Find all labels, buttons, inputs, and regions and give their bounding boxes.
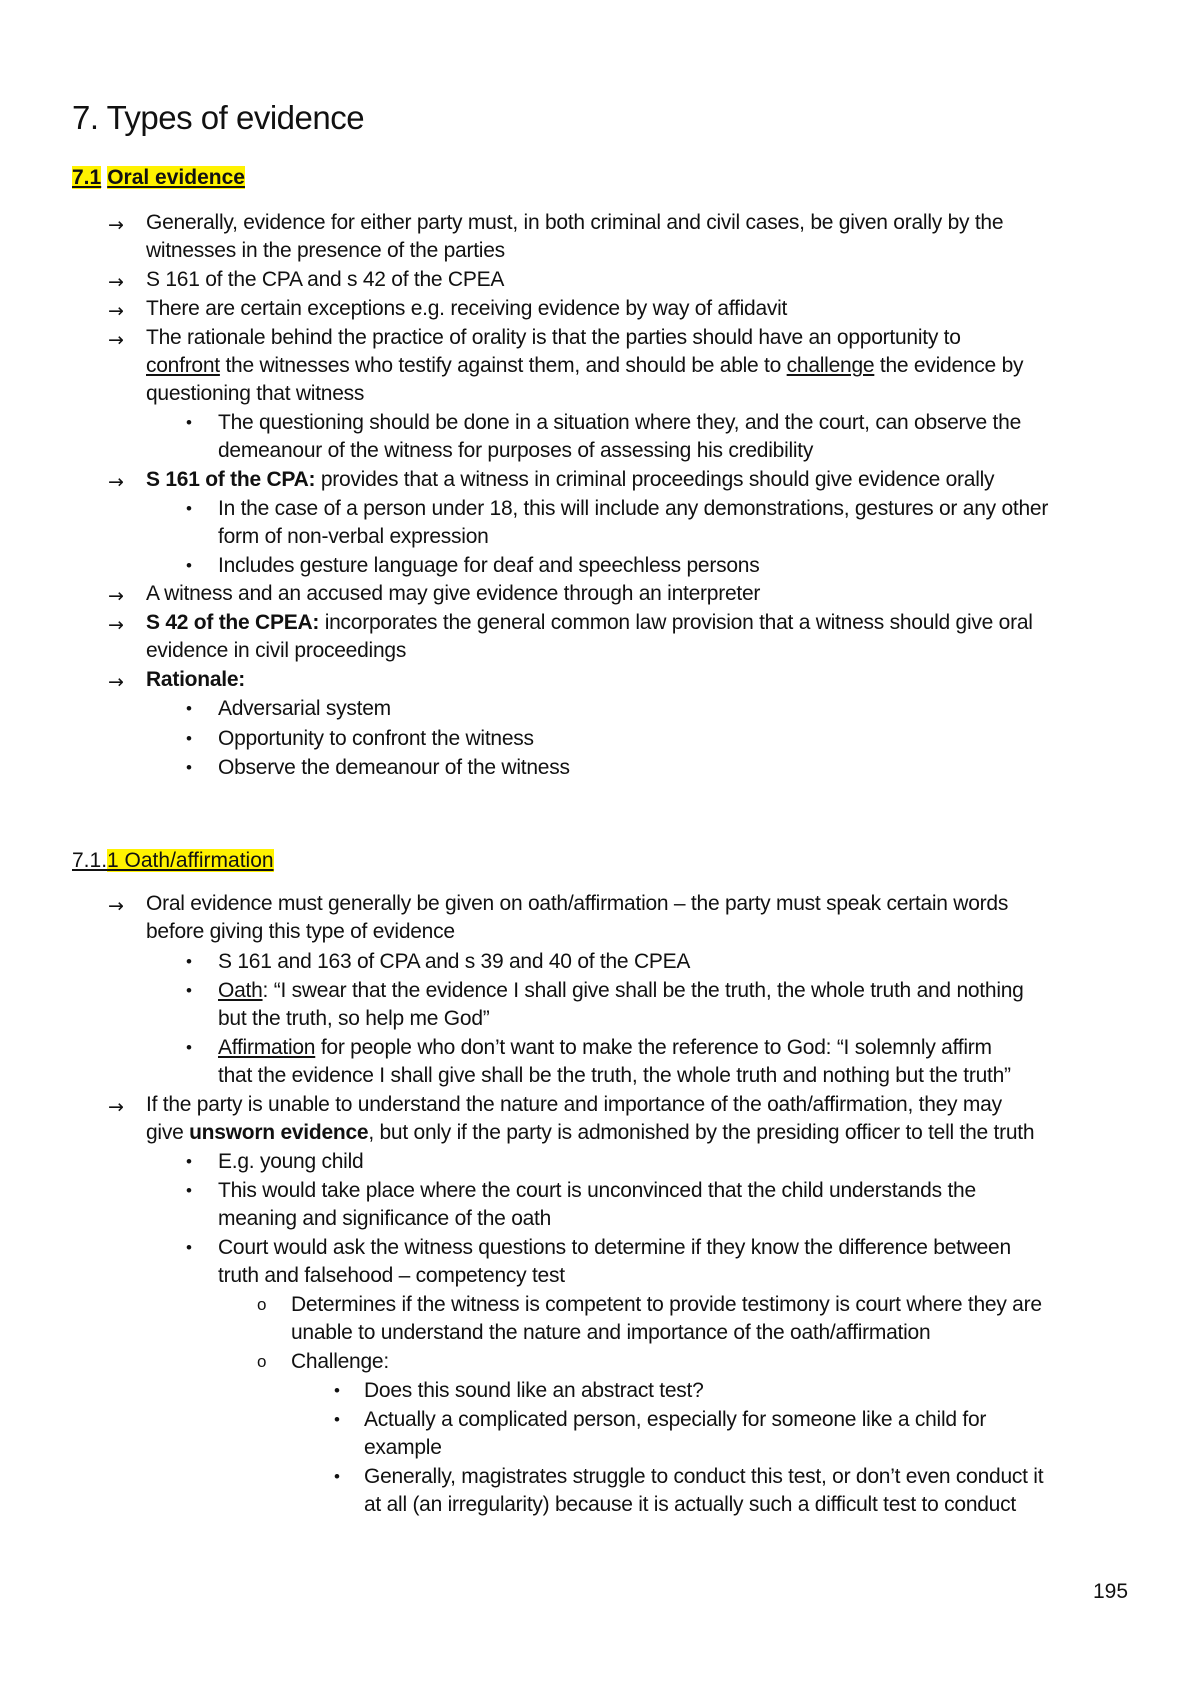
arrow-marker: → — [108, 271, 124, 293]
sub-sub-list-item-cont: unable to understand the nature and importance of the oath/affirmation — [291, 1321, 931, 1344]
sub-list-item: Adversarial system — [218, 697, 391, 720]
sub-sub-list-item: Challenge: — [291, 1350, 389, 1373]
sub-list-item: S 161 and 163 of CPA and s 39 and 40 of the CPEA — [218, 950, 691, 973]
list-item-cont: before giving this type of evidence — [146, 920, 455, 943]
list-item-cont: questioning that witness — [146, 382, 365, 405]
list-item — [146, 466, 994, 494]
level4-list-item-cont: example — [364, 1436, 442, 1459]
text-run: incorporates the general common law provision that a witness should give oral — [319, 611, 1033, 634]
list-item: The rationale behind the practice of orality is that the parties should have an opportunity to — [146, 326, 961, 349]
text-run: give — [146, 1121, 190, 1144]
list-item: Rationale: — [146, 668, 246, 691]
underlined-term: confront — [146, 354, 220, 377]
bullet-marker: • — [186, 758, 192, 777]
sub-list-item: Observe the demeanour of the witness — [218, 756, 570, 779]
bullet-marker: • — [334, 1381, 340, 1400]
underlined-term: Affirmation — [218, 1036, 316, 1059]
sub-list-item-cont: that the evidence I shall give shall be the truth, the whole truth and nothing but the truth” — [218, 1064, 1011, 1087]
arrow-marker: → — [108, 329, 124, 351]
sub-list-item-cont: form of non-verbal expression — [218, 525, 489, 548]
text-run: : “I swear that the evidence I shall give shall be the truth, the whole truth and nothing — [262, 979, 1024, 1002]
sub-list-item: This would take place where the court is unconvinced that the child understands the — [218, 1179, 976, 1202]
underlined-term: Oath — [218, 979, 263, 1002]
list-item-cont — [146, 352, 1023, 380]
arrow-marker: → — [108, 214, 124, 236]
arrow-marker: → — [108, 300, 124, 322]
bullet-marker: • — [186, 1238, 192, 1257]
bullet-marker: • — [334, 1467, 340, 1486]
circle-marker: o — [257, 1352, 267, 1371]
level4-list-item: Does this sound like an abstract test? — [364, 1379, 704, 1402]
page-number: 195 — [1093, 1580, 1129, 1603]
sub-list-item: In the case of a person under 18, this will include any demonstrations, gestures or any other — [218, 497, 1049, 520]
section-title: Oral evidence — [107, 166, 245, 189]
section-number: 7.1 — [72, 166, 102, 189]
circle-marker: o — [257, 1295, 267, 1314]
list-item: Generally, evidence for either party must, in both criminal and civil cases, be given orally by the — [146, 211, 1004, 234]
arrow-marker: → — [108, 614, 124, 636]
list-item: A witness and an accused may give evidence through an interpreter — [146, 582, 761, 605]
section-title: 1 Oath/affirmation — [107, 849, 274, 872]
level4-list-item: Generally, magistrates struggle to conduct this test, or don’t even conduct it — [364, 1465, 1044, 1488]
bullet-marker: • — [186, 499, 192, 518]
section-number: 7.1. — [72, 849, 108, 872]
sub-list-item — [218, 977, 1024, 1005]
bullet-marker: • — [186, 1152, 192, 1171]
bullet-marker: • — [186, 556, 192, 575]
list-item-cont — [146, 1119, 1034, 1147]
bullet-marker: • — [186, 1181, 192, 1200]
sub-list-item-cont: demeanour of the witness for purposes of assessing his credibility — [218, 439, 814, 462]
bold-term: unsworn evidence — [189, 1121, 369, 1144]
level4-list-item: Actually a complicated person, especially for someone like a child for — [364, 1408, 987, 1431]
text-run: , but only if the party is admonished by the presiding officer to tell the truth — [368, 1121, 1035, 1144]
bullet-marker: • — [186, 1038, 192, 1057]
sub-list-item-cont: meaning and significance of the oath — [218, 1207, 552, 1230]
section-heading-oral-evidence — [72, 164, 245, 192]
sub-list-item: Includes gesture language for deaf and speechless persons — [218, 554, 760, 577]
bold-term: S 42 of the CPEA: — [146, 611, 320, 634]
text-run: for people who don’t want to make the reference to God: “I solemnly affirm — [315, 1036, 992, 1059]
list-item: If the party is unable to understand the nature and importance of the oath/affirmation, they may — [146, 1093, 1002, 1116]
arrow-marker: → — [108, 1096, 124, 1118]
sub-list-item-cont: but the truth, so help me God” — [218, 1007, 490, 1030]
list-item: Oral evidence must generally be given on oath/affirmation – the party must speak certain words — [146, 892, 1009, 915]
sub-list-item-cont: truth and falsehood – competency test — [218, 1264, 565, 1287]
arrow-marker: → — [108, 895, 124, 917]
sub-list-item: E.g. young child — [218, 1150, 364, 1173]
level4-list-item-cont: at all (an irregularity) because it is actually such a difficult test to conduct — [364, 1493, 1016, 1516]
bullet-marker: • — [334, 1410, 340, 1429]
bullet-marker: • — [186, 699, 192, 718]
bullet-marker: • — [186, 981, 192, 1000]
list-item — [146, 609, 1033, 637]
sub-list-item — [218, 1034, 992, 1062]
list-item-cont: witnesses in the presence of the parties — [146, 239, 505, 262]
sub-list-item: Court would ask the witness questions to determine if they know the difference between — [218, 1236, 1011, 1259]
page-title: 7. Types of evidence — [72, 99, 365, 136]
arrow-marker: → — [108, 671, 124, 693]
sub-list-item: The questioning should be done in a situation where they, and the court, can observe the — [218, 411, 1021, 434]
bold-term: S 161 of the CPA: — [146, 468, 316, 491]
bullet-marker: • — [186, 729, 192, 748]
bullet-marker: • — [186, 413, 192, 432]
list-item: There are certain exceptions e.g. receiving evidence by way of affidavit — [146, 297, 788, 320]
sub-sub-list-item: Determines if the witness is competent to provide testimony is court where they are — [291, 1293, 1042, 1316]
list-item: S 161 of the CPA and s 42 of the CPEA — [146, 268, 505, 291]
arrow-marker: → — [108, 471, 124, 493]
text-run: the witnesses who testify against them, and should be able to — [219, 354, 787, 377]
bullet-marker: • — [186, 952, 192, 971]
list-item-cont: evidence in civil proceedings — [146, 639, 407, 662]
sub-list-item: Opportunity to confront the witness — [218, 727, 534, 750]
underlined-term: challenge — [786, 354, 875, 377]
text-run: provides that a witness in criminal proceedings should give evidence orally — [315, 468, 995, 491]
arrow-marker: → — [108, 585, 124, 607]
section-heading-oath — [72, 847, 274, 875]
text-run: the evidence by — [874, 354, 1024, 377]
